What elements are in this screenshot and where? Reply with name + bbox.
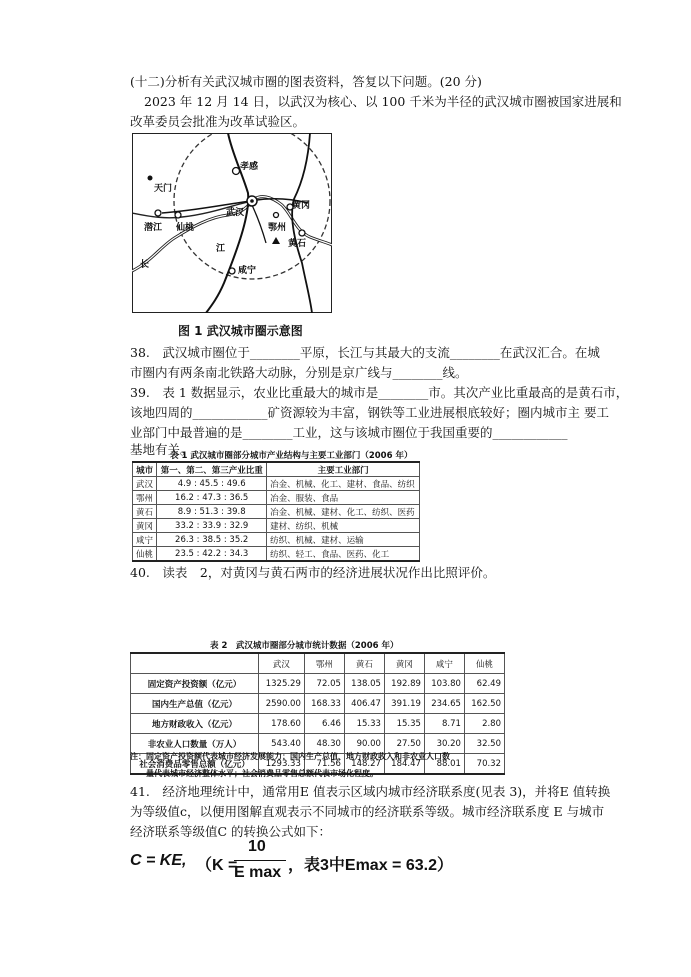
xiaogan-marker xyxy=(233,168,240,175)
table-cell: 黄冈 xyxy=(133,519,157,533)
table-cell: 27.50 xyxy=(384,734,424,754)
table1-header-row xyxy=(133,462,420,477)
intro-line-2: 改革委员会批准为改革试验区。 xyxy=(130,114,306,129)
table-cell: 武汉 xyxy=(133,477,157,491)
table-cell: 192.89 xyxy=(384,674,424,694)
q39-line-4: 基地有关。 xyxy=(130,442,193,457)
table-cell: 162.50 xyxy=(464,694,504,714)
table-cell: 70.32 xyxy=(464,754,504,775)
table-cell: 15.35 xyxy=(384,714,424,734)
tianmen-marker xyxy=(148,176,153,181)
table-cell: 391.19 xyxy=(384,694,424,714)
table-cell: 2.80 xyxy=(464,714,504,734)
table-row xyxy=(133,491,420,505)
label-xiaogan: 孝感 xyxy=(240,162,259,172)
formula-denominator: E max xyxy=(234,864,282,881)
formula-tail: ，表3中Emax = 63.2） xyxy=(288,857,453,874)
table-cell: 15.33 xyxy=(344,714,384,734)
row-label: 国内生产总值（亿元） xyxy=(131,694,259,714)
table-cell: 33.2 : 33.9 : 32.9 xyxy=(157,519,267,533)
label-qianjiang: 潜江 xyxy=(144,223,163,233)
ezhou-marker xyxy=(274,213,279,218)
q39-line-1: 39. 表 1 数据显示，农业比重最大的城市是________市。其次产业比重最高的是黄石市， xyxy=(130,385,629,400)
table-cell: 黄石 xyxy=(133,505,157,519)
table-cell: 鄂州 xyxy=(133,491,157,505)
label-xiantao: 仙桃 xyxy=(176,223,195,233)
huangshi-marker xyxy=(299,230,305,236)
question-header: (十二)分析有关武汉城市圈的图表资料，答复以下问题。(20 分) xyxy=(130,74,482,89)
q41-line-1: 41. 经济地理统计中，通常用E 值表示区域内城市经济联系度(见表 3)，并将E 值转换 xyxy=(130,784,611,799)
table2-header-cell: 黄冈 xyxy=(384,653,424,674)
table-cell: 纺织、机械、建材、运输 xyxy=(267,533,420,547)
table-cell: 406.47 xyxy=(344,694,384,714)
table1-caption: 表 1 武汉城市圈部分城市产业结构与主要工业部门（2006 年） xyxy=(170,451,413,461)
table-cell: 234.65 xyxy=(424,694,464,714)
table-cell: 48.30 xyxy=(304,734,344,754)
table-cell: 26.3 : 38.5 : 35.2 xyxy=(157,533,267,547)
xiantao-marker xyxy=(175,212,181,218)
table-cell: 1293.33 xyxy=(258,754,304,775)
table2-note-line-2: 量代表城市经济整体水平；社会消费品零售总额代表市场化程度。 xyxy=(130,769,378,778)
table-cell: 2590.00 xyxy=(258,694,304,714)
table-cell: 纺织、轻工、食品、医药、化工 xyxy=(267,547,420,562)
table-cell: 6.46 xyxy=(304,714,344,734)
q38-line-1: 38. 武汉城市圈位于________平原，长江与其最大的支流________在武汉汇合。在城 xyxy=(130,345,600,360)
label-wuhan: 武汉 xyxy=(226,208,245,218)
table2-header-cell: 鄂州 xyxy=(304,653,344,674)
table-cell: 冶金、机械、建材、化工、纺织、医药 xyxy=(267,505,420,519)
table-cell: 148.27 xyxy=(344,754,384,775)
table-cell: 冶金、机械、化工、建材、食品、纺织 xyxy=(267,477,420,491)
qianjiang-marker xyxy=(155,210,161,216)
table-row xyxy=(133,533,420,547)
table1 xyxy=(132,461,420,562)
table-cell: 71.56 xyxy=(304,754,344,775)
table-cell: 168.33 xyxy=(304,694,344,714)
table1-header-cell: 主要工业部门 xyxy=(267,462,420,477)
table2-header-cell: 咸宁 xyxy=(424,653,464,674)
formula-numerator: 10 xyxy=(248,838,266,855)
table-cell: 32.50 xyxy=(464,734,504,754)
table-row xyxy=(131,714,505,734)
label-xianning: 咸宁 xyxy=(238,266,257,276)
label-jiang: 江 xyxy=(216,244,226,254)
q40-line-1: 40. 读表 2，对黄冈与黄石两市的经济进展状况作出比照评价。 xyxy=(130,565,496,580)
map-svg xyxy=(132,133,332,313)
table1-header-cell: 城市 xyxy=(133,462,157,477)
table2-header-cell: 黄石 xyxy=(344,653,384,674)
table-cell: 1325.29 xyxy=(258,674,304,694)
label-huangshi: 黄石 xyxy=(288,239,307,249)
intro-line-1: 2023 年 12 月 14 日，以武汉为核心、以 100 千米为半径的武汉城市圈被国家进展和 xyxy=(144,94,622,109)
table-cell: 仙桃 xyxy=(133,547,157,562)
table-cell: 咸宁 xyxy=(133,533,157,547)
table1-header-cell: 第一、第二、第三产业比重 xyxy=(157,462,267,477)
label-chang: 长 xyxy=(140,260,150,270)
wuhan-city-circle-map xyxy=(132,133,332,313)
q38-line-2: 市圈内有两条南北铁路大动脉，分别是京广线与________线。 xyxy=(130,365,468,380)
fraction-bar xyxy=(234,860,286,861)
table-cell: 30.20 xyxy=(424,734,464,754)
label-tianmen: 天门 xyxy=(154,184,173,194)
table2-header-cell: 仙桃 xyxy=(464,653,504,674)
row-label: 社会消费品零售总额（亿元） xyxy=(131,754,259,775)
label-huanggang: 黄冈 xyxy=(292,201,311,211)
row-label: 非农业人口数量（万人） xyxy=(131,734,259,754)
table-row xyxy=(133,519,420,533)
table2-note-line-1: 注：固定资产投资额代表城市经济发展能力；国内生产总值、地方财政收入和非农业人口数 xyxy=(130,752,450,761)
table2-caption: 表 2 武汉城市圈部分城市统计数据（2006 年） xyxy=(210,641,399,651)
table-cell: 72.05 xyxy=(304,674,344,694)
table2-header-cell xyxy=(131,653,259,674)
table-cell: 178.60 xyxy=(258,714,304,734)
table-cell: 16.2 : 47.3 : 36.5 xyxy=(157,491,267,505)
table-cell: 90.00 xyxy=(344,734,384,754)
q41-line-3: 经济联系等级值C 的转换公式如下： xyxy=(130,824,332,839)
xianning-marker xyxy=(229,268,235,274)
row-label: 固定资产投资额（亿元） xyxy=(131,674,259,694)
label-ezhou: 鄂州 xyxy=(268,223,287,233)
table-cell: 冶金、服装、食品 xyxy=(267,491,420,505)
table-cell: 103.80 xyxy=(424,674,464,694)
table-cell: 184.47 xyxy=(384,754,424,775)
table-cell: 8.9 : 51.3 : 39.8 xyxy=(157,505,267,519)
formula-paren-open: （K = xyxy=(196,857,238,874)
table-cell: 138.05 xyxy=(344,674,384,694)
table-row xyxy=(133,477,420,491)
table-cell: 8.71 xyxy=(424,714,464,734)
table-row xyxy=(131,674,505,694)
formula-left: C = KE, xyxy=(130,852,187,869)
table-cell: 23.5 : 42.2 : 34.3 xyxy=(157,547,267,562)
q39-line-2: 该地四周的____________矿资源较为丰富，钢铁等工业进展根底较好；圈内城市主 要工 xyxy=(130,405,609,420)
row-label: 地方财政收入（亿元） xyxy=(131,714,259,734)
map-caption: 图 1 武汉城市圈示意图 xyxy=(178,324,303,338)
table-row xyxy=(133,547,420,562)
table-row xyxy=(131,694,505,714)
q39-line-3: 业部门中最普遍的是________工业，这与该城市圈位于我国重要的____________ xyxy=(130,425,568,440)
table-row xyxy=(133,505,420,519)
table-cell: 建材、纺织、机械 xyxy=(267,519,420,533)
table2-header-cell: 武汉 xyxy=(258,653,304,674)
table-cell: 62.49 xyxy=(464,674,504,694)
table-cell: 543.40 xyxy=(258,734,304,754)
table2-header-row xyxy=(131,653,505,674)
table-cell: 4.9 : 45.5 : 49.6 xyxy=(157,477,267,491)
table-cell: 88.01 xyxy=(424,754,464,775)
formula xyxy=(130,840,490,886)
q41-line-2: 为等级值c，以便用图解直观表示不同城市的经济联系等级。城市经济联系度 E 与城市 xyxy=(130,804,605,819)
